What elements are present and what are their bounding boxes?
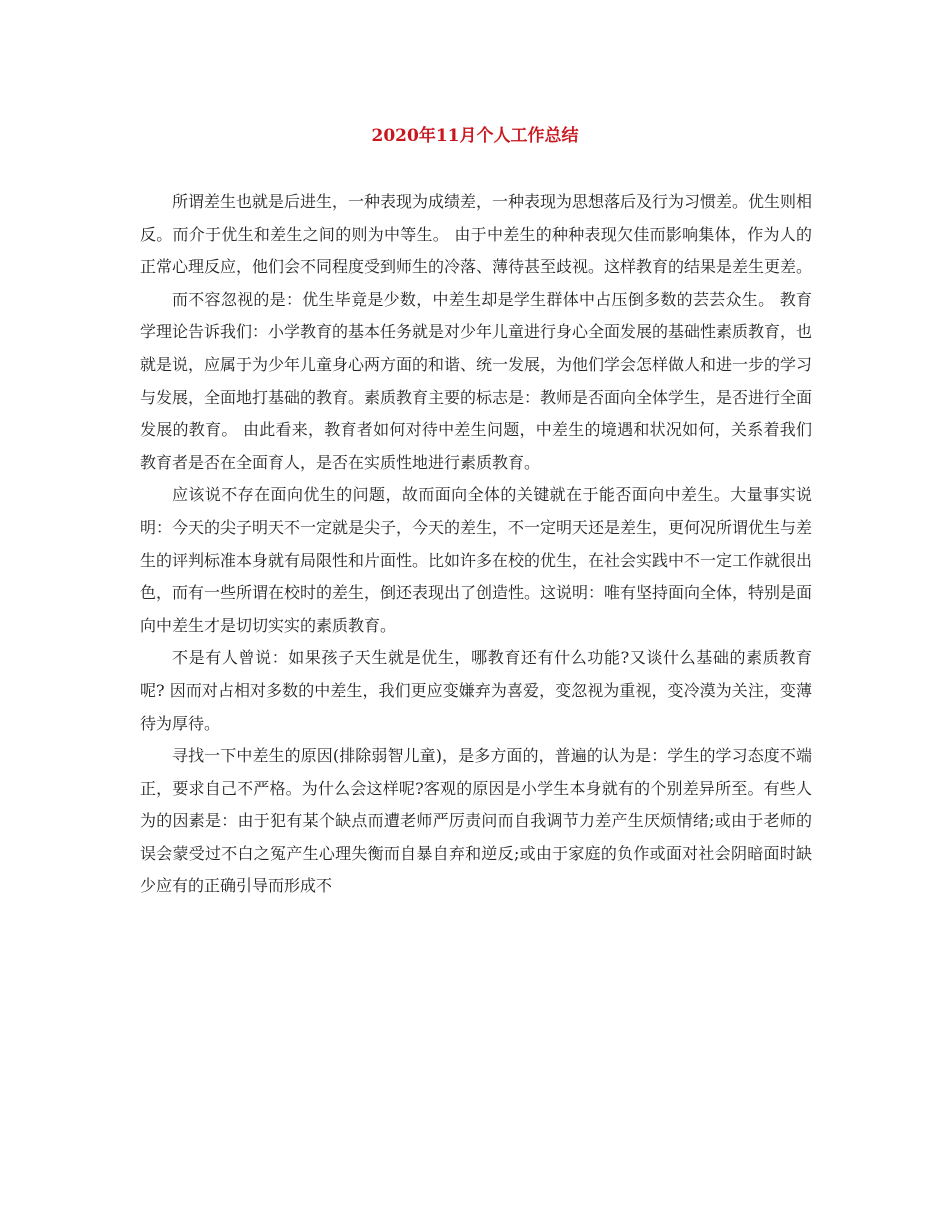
paragraph-4: 不是有人曾说：如果孩子天生就是优生，哪教育还有什么功能?又谈什么基础的素质教育呢? 因而对占相对多数的中差生，我们更应变嫌弃为喜爱，变忽视为重视，变冷漠为关注，变薄待为厚待。 xyxy=(140,648,812,733)
paragraph-5: 寻找一下中差生的原因(排除弱智儿童)，是多方面的，普遍的认为是：学生的学习态度不端正，要求自己不严格。为什么会这样呢?客观的原因是小学生本身就有的个别差异所至。有些人为的因素是：由于犯有某个缺点而遭老师严厉责问而自我调节力差产生厌烦情绪;或由于老师的误会蒙受过不白之冤产生心理失衡而自暴自弃和逆反;或由于家庭的负作或面对社会阴暗面时缺少应有的正确引导而形成不 xyxy=(140,746,812,896)
paragraph-1: 所谓差生也就是后进生，一种表现为成绩差，一种表现为思想落后及行为习惯差。优生则相反。而介于优生和差生之间的则为中等生。 由于中差生的种种表现欠佳而影响集体，作为人的正常心理反应，他们会不同程度受到师生的冷落、薄待甚至歧视。这样教育的结果是差生更差。 xyxy=(140,192,813,277)
document-title: 2020年11月个人工作总结 xyxy=(371,126,579,146)
paragraph-3: 应该说不存在面向优生的问题，故而面向全体的关键就在于能否面向中差生。大量事实说明：今天的尖子明天不一定就是尖子，今天的差生，不一定明天还是差生，更何况所谓优生与差生的评判标准本身就有局限性和片面性。比如许多在校的优生，在社会实践中不一定工作就很出色，而有一些所谓在校时的差生，倒还表现出了创造性。这说明：唯有坚持面向全体，特别是面向中差生才是切切实实的素质教育。 xyxy=(140,485,813,635)
paragraph-2: 而不容忽视的是：优生毕竟是少数，中差生却是学生群体中占压倒多数的芸芸众生。 教育学理论告诉我们：小学教育的基本任务就是对少年儿童进行身心全面发展的基础性素质教育，也就是说，应属于为少年儿童身心两方面的和谐、统一发展，为他们学会怎样做人和进一步的学习与发展，全面地打基础的教育。素质教育主要的标志是：教师是否面向全体学生，是否进行全面发展的教育。 由此看来，教育者如何对待中差生问题，中差生的境遇和状况如何，关系着我们教育者是否在全面育人，是否在实质性地进行素质教育。 xyxy=(140,289,813,472)
document-body xyxy=(140,186,812,903)
